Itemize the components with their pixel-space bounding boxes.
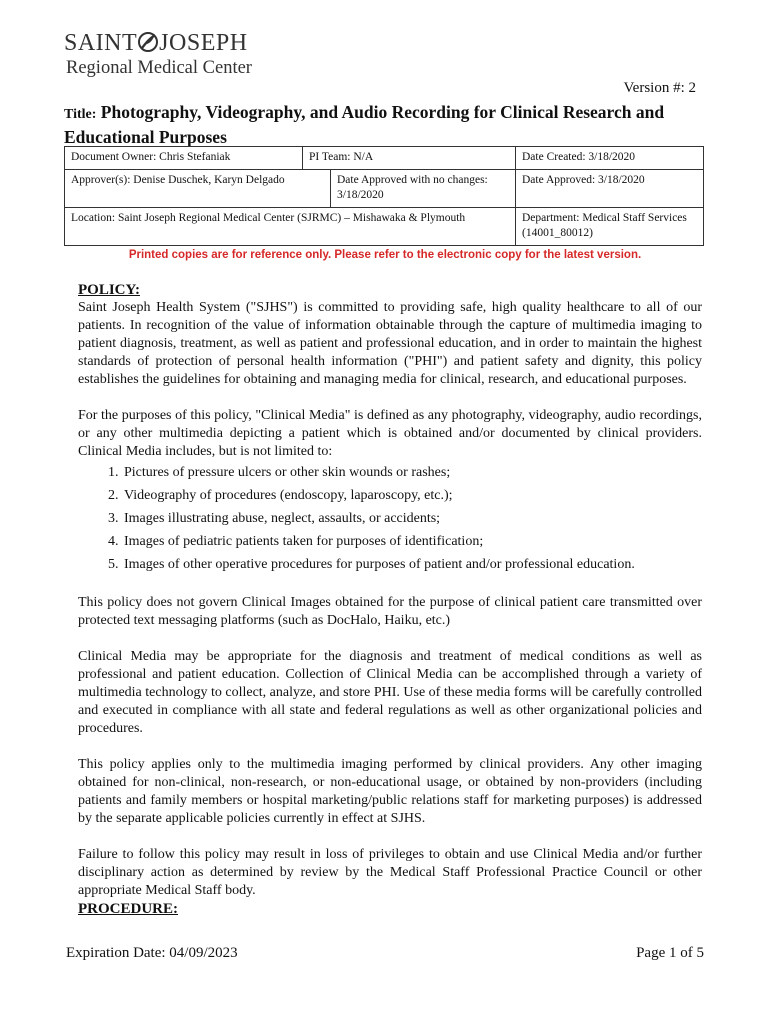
title-text: Photography, Videography, and Audio Recording for Clinical Research and Educational Purposes (64, 102, 665, 147)
expiration-date: Expiration Date: 04/09/2023 (66, 945, 238, 961)
procedure-heading: PROCEDURE: (78, 901, 178, 917)
logo-saint: SAINT (64, 30, 138, 56)
logo-leaf-icon (138, 31, 158, 53)
policy-paragraph-5: This policy applies only to the multimedia imaging performed by clinical providers. Any other imaging obtained for non-clinical, non-research, or non-educational usage, or obtained by non-providers (including patients and family members or hospital marketing/public relations staff for marketing purposes) is addressed by the separate applicable policies currently in effect at SJHS. (78, 757, 702, 826)
saint-joseph-logo (64, 28, 252, 82)
list-item: 2. Videography of procedures (endoscopy, laparoscopy, etc.); (122, 484, 702, 507)
list-item: 3. Images illustrating abuse, neglect, assaults, or accidents; (122, 507, 702, 530)
logo-wordmark (64, 30, 248, 57)
policy-paragraph-1: Saint Joseph Health System ("SJHS") is committed to providing safe, high quality healthcare to all of our patients. In recognition of the value of information obtainable through the capture of multimedia imaging to patient diagnosis, treatment, as well as patient and professional education, and in order to maintain the highest standards of protection of personal health information ("PHI") and patient safety and dignity, this policy establishes the guidelines for obtaining and managing media for clinical, research, and educational purposes. (78, 300, 702, 387)
location: Location: Saint Joseph Regional Medical Center (SJRMC) – Mishawaka & Plymouth (65, 208, 516, 246)
list-item: 5. Images of other operative procedures for purposes of patient and/or professional education. (122, 553, 702, 576)
version-number: Version #: 2 (623, 80, 696, 96)
document-owner: Document Owner: Chris Stefaniak (65, 147, 303, 170)
document-metadata-table (64, 146, 704, 246)
policy-heading: POLICY: (78, 282, 140, 298)
title-label: Title: (64, 107, 97, 122)
policy-paragraph-2: For the purposes of this policy, "Clinical Media" is defined as any photography, videography, audio recordings, or any other multimedia depicting a patient which is obtained and/or documented by clinical providers. Clinical Media includes, but is not limited to: (78, 408, 702, 459)
policy-paragraph-6: Failure to follow this policy may result in loss of privileges to obtain and use Clinical Media and/or further disciplinary action as determined by review by the Medical Staff Professional Practice Council or other appropriate Medical Staff body. (78, 847, 702, 898)
date-created: Date Created: 3/18/2020 (516, 147, 704, 170)
date-approved-no-changes: Date Approved with no changes: 3/18/2020 (331, 170, 516, 208)
date-approved: Date Approved: 3/18/2020 (516, 170, 704, 208)
pi-team: PI Team: N/A (303, 147, 516, 170)
list-item: 4. Images of pediatric patients taken for purposes of identification; (122, 530, 702, 553)
logo-subtitle: Regional Medical Center (66, 58, 252, 78)
clinical-media-list (78, 461, 702, 576)
policy-paragraph-3: This policy does not govern Clinical Images obtained for the purpose of clinical patient care transmitted over protected text messaging platforms (such as DocHalo, Haiku, etc.) (78, 595, 702, 628)
page-number: Page 1 of 5 (636, 945, 704, 961)
document-body (78, 281, 702, 918)
list-item: 1. Pictures of pressure ulcers or other skin wounds or rashes; (122, 461, 702, 484)
policy-paragraph-4: Clinical Media may be appropriate for the diagnosis and treatment of medical conditions as well as professional and patient education. Collection of Clinical Media can be accomplished through a variety of multimedia technology to collect, analyze, and store PHI. Use of these media forms will be carefully controlled and executed in compliance with all state and federal regulations as well as other organizational policies and procedures. (78, 649, 702, 736)
approvers: Approver(s): Denise Duschek, Karyn Delgado (65, 170, 331, 208)
document-title (64, 101, 704, 148)
department: Department: Medical Staff Services (14001_80012) (516, 208, 704, 246)
printed-copy-notice: Printed copies are for reference only. Please refer to the electronic copy for the latest version. (128, 249, 642, 261)
logo-joseph: JOSEPH (159, 30, 248, 56)
